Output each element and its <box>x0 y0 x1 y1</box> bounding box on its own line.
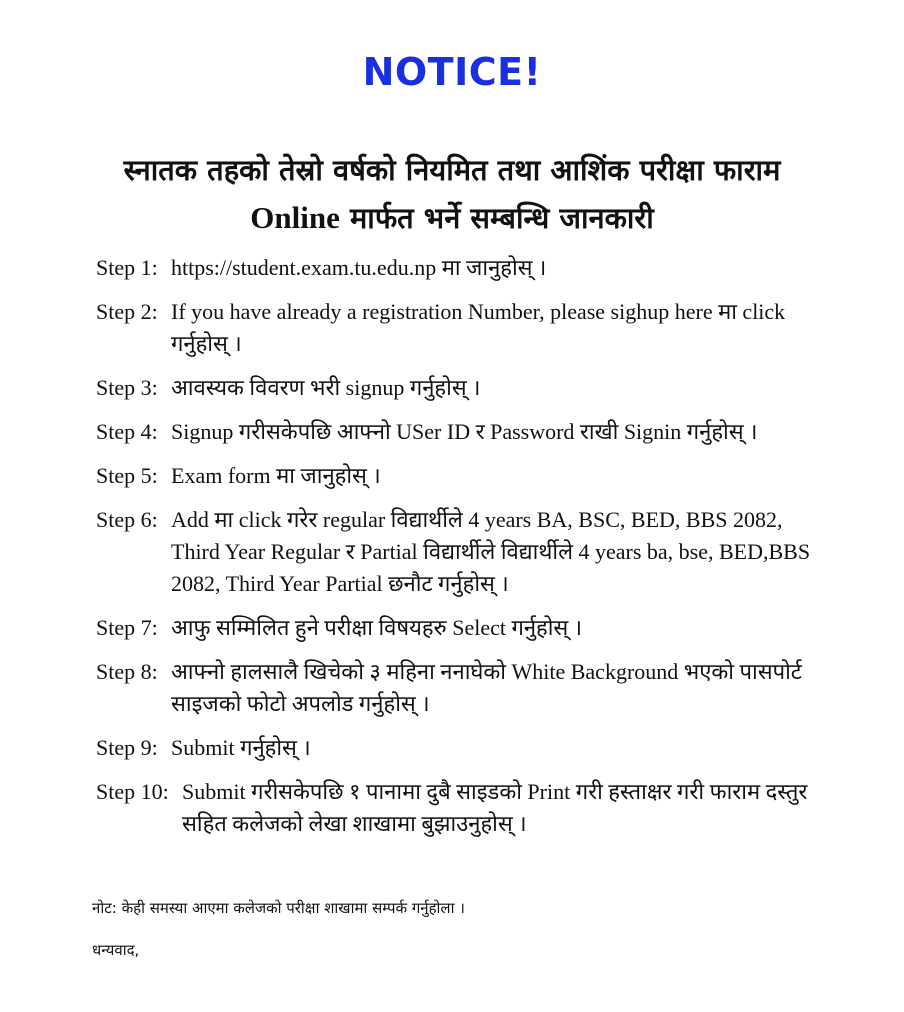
step-label: Step 9: <box>96 735 158 760</box>
step-text: Exam form मा जानुहोस् । <box>171 463 381 488</box>
step-item <box>96 416 816 448</box>
step-item <box>96 372 816 404</box>
heading-line-1: स्नातक तहको तेस्रो वर्षको नियमित तथा आशिंक परीक्षा फाराम <box>123 153 781 187</box>
step-label: Step 10: <box>96 779 169 804</box>
step-label: Step 2: <box>96 299 158 324</box>
step-label: Step 4: <box>96 419 158 444</box>
step-text: आवस्यक विवरण भरी signup गर्नुहोस् । <box>171 375 481 400</box>
notice-title: NOTICE! <box>362 50 542 94</box>
step-item <box>96 776 816 840</box>
step-item <box>96 460 816 492</box>
step-text: Signup गरीसकेपछि आफ्नो USer ID र Password राखी Signin गर्नुहोस् । <box>171 419 758 444</box>
step-text: Submit गरीसकेपछि १ पानामा दुबै साइडको Print गरी हस्ताक्षर गरी फाराम दस्तुर सहित कलेजको लेखा शाखामा बुझाउनुहोस् । <box>182 779 808 836</box>
step-item <box>96 296 816 360</box>
step-item <box>96 504 816 600</box>
step-text: आफ्नो हालसालै खिचेको ३ महिना ननाघेको White Background भएको पासपोर्ट साइजको फोटो अपलोड गर्नुहोस् । <box>171 659 802 716</box>
steps-list <box>96 252 816 852</box>
step-text: If you have already a registration Number, please sighup here मा click गर्नुहोस् । <box>171 299 786 356</box>
heading-line-2 <box>0 198 904 237</box>
step-item <box>96 656 816 720</box>
thanks-text: धन्यवाद, <box>92 941 140 959</box>
step-item <box>96 732 816 764</box>
note-text: नोट: केही समस्या आएमा कलेजको परीक्षा शाखामा सम्पर्क गर्नुहोला । <box>92 899 465 917</box>
step-label: Step 1: <box>96 255 158 280</box>
step-text: Add मा click गरेर regular विद्यार्थीले 4 years BA, BSC, BED, BBS 2082, Third Year Regular र Partial विद्यार्थीले विद्यार्थीले 4 years ba, bse, BED,BBS 2082, Third Year Partial छनौट गर्नुहोस् । <box>171 507 811 596</box>
step-label: Step 6: <box>96 507 158 532</box>
step-label: Step 8: <box>96 659 158 684</box>
step-item <box>96 252 816 284</box>
step-text: https://student.exam.tu.edu.np मा जानुहोस् । <box>171 255 547 280</box>
step-item <box>96 612 816 644</box>
heading-line-2-rest: मार्फत भर्ने सम्बन्धि जानकारी <box>349 201 654 235</box>
step-label: Step 3: <box>96 375 158 400</box>
heading-line-2-latin: Online <box>250 200 340 235</box>
step-text: Submit गर्नुहोस् । <box>171 735 311 760</box>
step-label: Step 7: <box>96 615 158 640</box>
step-text: आफु सम्मिलित हुने परीक्षा विषयहरु Select गर्नुहोस् । <box>171 615 583 640</box>
step-label: Step 5: <box>96 463 158 488</box>
